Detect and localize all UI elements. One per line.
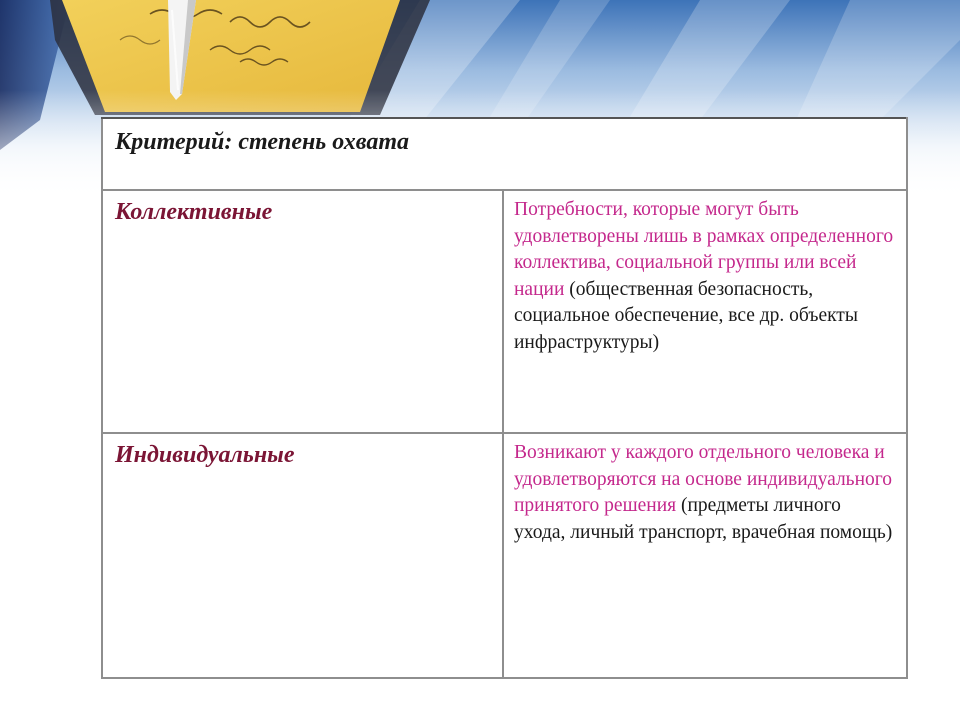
- table-row: [102, 433, 907, 678]
- description-highlight: Потребности, которые могут быть удовлетворены лишь в рамках определенного коллектива, социальной группы или всей нации: [514, 199, 894, 300]
- term-cell: [102, 190, 503, 433]
- criterion-header-text: Критерий: степень охвата: [115, 129, 410, 155]
- criterion-header: [102, 118, 907, 190]
- term-collective: Коллективные: [115, 199, 273, 225]
- description-cell: [503, 433, 907, 678]
- description-examples: (общественная безопасность, социальное обеспечение, все др. объекты инфраструктуры): [514, 278, 858, 353]
- term-cell: [102, 433, 503, 678]
- description-examples: (предметы личного ухода, личный транспорт, врачебная помощь): [514, 495, 893, 543]
- term-individual: Индивидуальные: [115, 442, 295, 468]
- description-highlight: Возникают у каждого отдельного человека и удовлетворяются на основе индивидуального принятого решения: [514, 442, 893, 516]
- table-row: [102, 190, 907, 433]
- description-cell: [503, 190, 907, 433]
- criteria-table: [101, 117, 908, 679]
